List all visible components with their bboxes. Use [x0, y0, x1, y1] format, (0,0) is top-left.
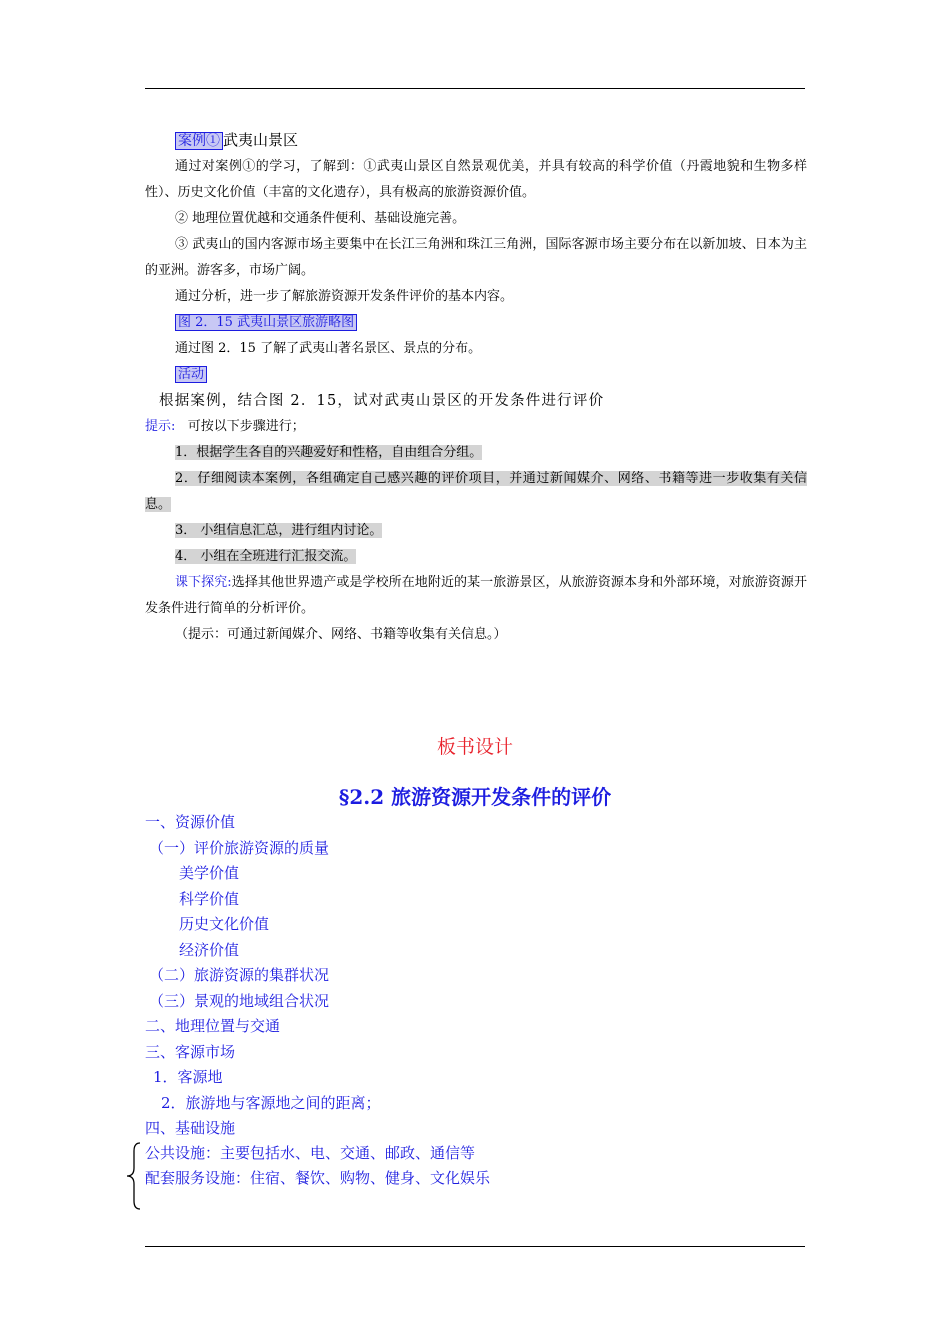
hint-label: 提示: [145, 419, 176, 434]
figure-tag-line [145, 310, 807, 336]
outline-item: （二）旅游资源的集群状况 [149, 966, 330, 984]
case-paragraph-2: ② 地理位置优越和交通条件便利、基础设施完善。 [175, 211, 466, 226]
case-paragraph-1: 通过对案例①的学习，了解到：①武夷山景区自然景观优美，并具有较高的科学价值（丹霞地貌和生物多样性）、历史文化价值（丰富的文化遗存），具有极高的旅游资源价值。 [145, 159, 807, 200]
activity-tag: 活动 [175, 366, 207, 383]
case-paragraph-3: ③ 武夷山的国内客源市场主要集中在长江三角洲和珠江三角洲，国际客源市场主要分布在以新加坡、日本为主的亚洲。游客多，市场广阔。 [145, 237, 807, 278]
outline-item: （三）景观的地域组合状况 [149, 991, 330, 1010]
explore-text: 选择其他世界遗产或是学校所在地附近的某一旅游景区，从旅游资源本身和外部环境，对旅游资源开发条件进行简单的分析评价。 [145, 575, 807, 616]
case-title: 武夷山景区 [223, 131, 299, 149]
outline-item: 美学价值 [179, 864, 240, 882]
outline-item: 二、地理位置与交通 [145, 1017, 281, 1035]
step-3 [145, 518, 807, 544]
explore-hint: （提示：可通过新闻媒介、网络、书籍等收集有关信息。） [175, 627, 507, 642]
brace-icon [124, 1141, 144, 1215]
case-title-line [145, 127, 807, 154]
footer-rule [145, 1246, 805, 1247]
step-2-text: 2．仔细阅读本案例，各组确定自己感兴趣的评价项目，并通过新闻媒介、网络、书籍等进一步收集有关信息。 [145, 471, 807, 512]
facilities-list [145, 1141, 490, 1191]
outline-item: 一、资源价值 [145, 813, 236, 831]
activity-prompt: 根据案例，结合图 2．15，试对武夷山景区的开发条件进行评价 [159, 393, 605, 409]
hint-line [145, 414, 807, 440]
step-1-text: 1．根据学生各自的兴趣爱好和性格，自由组合分组。 [175, 445, 483, 460]
hint-text: 可按以下步骤进行； [187, 419, 305, 434]
figure-tag: 图 2．15 武夷山景区旅游略图 [175, 314, 357, 331]
step-4 [145, 544, 807, 570]
board-title: 板书设计 [436, 736, 513, 758]
facility-service: 配套服务设施：住宿、餐饮、购物、健身、文化娱乐 [145, 1169, 491, 1187]
facility-public: 公共设施：主要包括水、电、交通、邮政、通信等 [145, 1144, 476, 1162]
header-rule [145, 88, 805, 89]
explore-label: 课下探究: [175, 575, 232, 590]
case-paragraph-4: 通过分析，进一步了解旅游资源开发条件评价的基本内容。 [175, 289, 514, 304]
outline-item: 2．旅游地与客源地之间的距离； [161, 1093, 381, 1112]
outline-item: 四、基础设施 [145, 1119, 236, 1137]
outline-item: 三、客源市场 [145, 1042, 236, 1061]
explore-paragraph [145, 570, 807, 622]
outline-item: 科学价值 [179, 889, 240, 908]
board-heading: §2.2 旅游资源开发条件的评价 [338, 785, 612, 809]
outline-item: 1．客源地 [153, 1068, 223, 1086]
outline-item: 历史文化价值 [179, 915, 270, 933]
step-2 [145, 466, 807, 518]
figure-text: 通过图 2．15 了解了武夷山著名景区、景点的分布。 [175, 341, 482, 356]
step-3-text: 3． 小组信息汇总，进行组内讨论。 [175, 523, 383, 538]
step-1 [145, 440, 807, 466]
case-tag: 案例① [175, 132, 223, 150]
board-outline [145, 810, 805, 1142]
step-4-text: 4． 小组在全班进行汇报交流。 [175, 549, 357, 564]
case-section [145, 127, 807, 648]
outline-item: 经济价值 [179, 940, 240, 959]
outline-item: （一）评价旅游资源的质量 [149, 838, 330, 857]
activity-tag-line [145, 362, 807, 388]
